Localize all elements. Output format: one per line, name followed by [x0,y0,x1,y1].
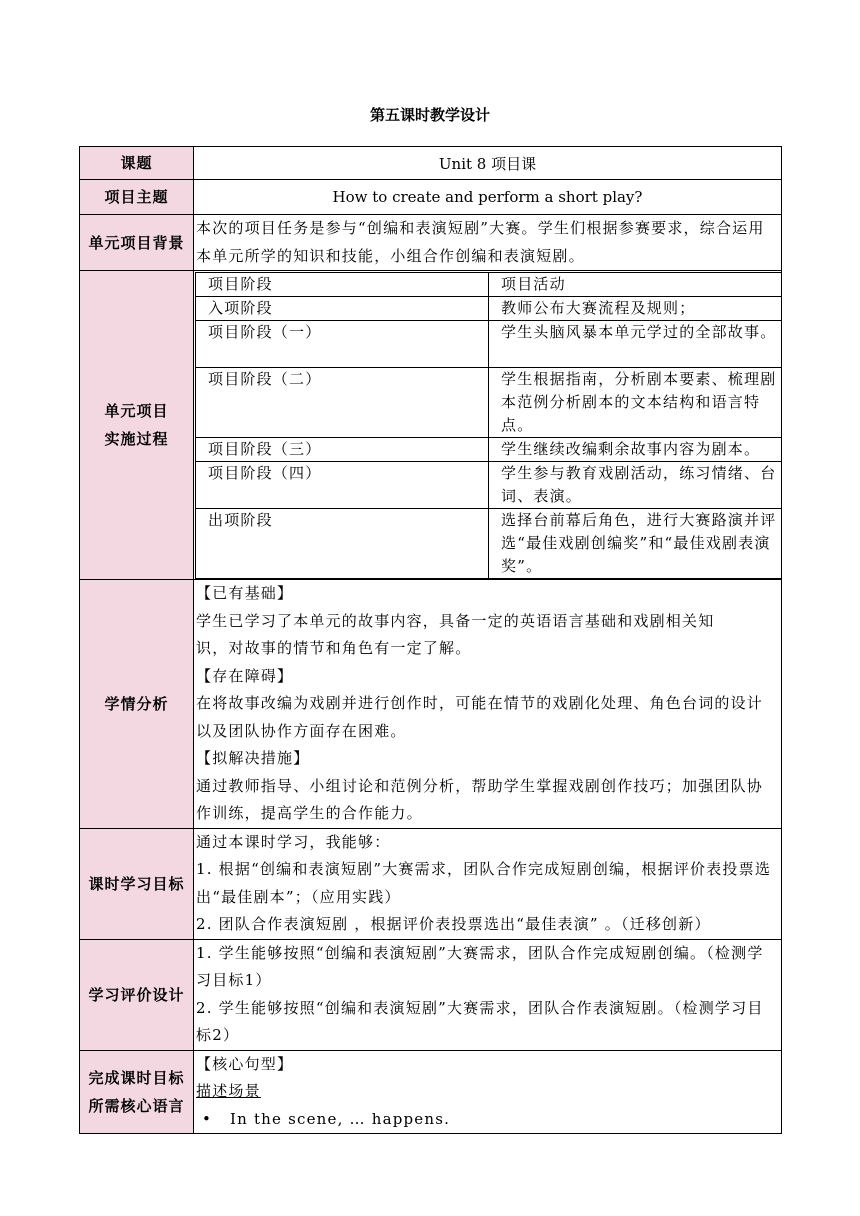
assessment-text [194,940,781,1050]
activity-header: 项目活动 [489,273,782,297]
row-process [80,271,782,580]
stage-name: 项目阶段（四） [196,462,489,509]
process-label-line2: 实施过程 [104,430,169,448]
stage-activity: 学生根据指南，分析剧本要素、梳理剧本范例分析剧本的文本结构和语言特点。 [489,368,782,438]
row-topic [80,147,782,180]
stage-activity: 教师公布大赛流程及规则； [489,297,782,321]
core-language-label-line2: 所需核心语言 [88,1096,185,1115]
stages-header-row [196,273,782,297]
document-title: 第五课时教学设计 [369,106,490,124]
stage-row [196,509,782,579]
obstacles-text: 在将故事改编为戏剧并进行创作时，可能在情节的戏剧化处理、角色台词的设计以及团队协作方面存在困难。 [196,694,764,740]
scene-description-subheading: 描述场景 [196,1082,261,1100]
stage-name: 项目阶段（三） [196,438,489,462]
stage-activity: 学生继续改编剩余故事内容为剧本。 [489,438,782,462]
process-label [80,271,194,580]
stage-header: 项目阶段 [196,273,489,297]
background-label: 单元项目背景 [80,215,194,271]
objective-item: 2. 团队合作表演短剧 ，根据评价表投票选出“最佳表演” 。（迁移创新） [196,915,711,933]
stage-row [196,297,782,321]
lesson-plan-table [79,146,782,1134]
objectives-text [194,829,781,939]
core-language-label [80,1050,194,1134]
background-text: 本次的项目任务是参与“创编和表演短剧”大赛。学生们根据参赛要求，综合运用本单元所学的知识和技能，小组合作创编和表演短剧。 [196,219,765,265]
core-sentence-text: In the scene, … happens. [230,1109,451,1128]
stage-name: 项目阶段（二） [196,368,489,438]
measures-heading: 【拟解决措施】 [196,749,310,767]
stage-activity: 学生头脑风暴本单元学过的全部故事。 [489,321,782,368]
stage-row [196,438,782,462]
row-assessment [80,939,782,1050]
stage-name: 出项阶段 [196,509,489,579]
row-analysis [80,580,782,829]
stage-name: 入项阶段 [196,297,489,321]
stage-activity: 选择台前幕后角色，进行大赛路演并评选“最佳戏剧创编奖”和“最佳戏剧表演奖”。 [489,509,782,579]
analysis-label: 学情分析 [80,580,194,829]
existing-basis-line1: 学生已学习了本单元的故事内容，具备一定的英语语言基础和戏剧相关知 [196,611,715,630]
process-stages-table [195,272,782,579]
stage-row [196,368,782,438]
row-theme [80,180,782,215]
stage-row [196,321,782,368]
assessment-item: 1. 学生能够按照“创编和表演短剧”大赛需求，团队合作完成短剧创编。（检测学习目标1） [196,943,764,989]
core-language-label-line1: 完成课时目标 [88,1068,185,1087]
measures-text: 通过教师指导、小组讨论和范例分析，帮助学生掌握戏剧创作技巧；加强团队协作训练，提高学生的合作能力。 [196,776,764,822]
theme-value: How to create and perform a short play? [194,180,782,215]
core-sentence-heading: 【核心句型】 [196,1054,294,1073]
core-sentence-item [196,1106,779,1134]
objective-item: 1. 根据“创编和表演短剧”大赛需求，团队合作完成短剧创编，根据评价表投票选出“最佳剧本”；（应用实践） [196,860,772,906]
existing-basis-heading: 【已有基础】 [196,584,294,602]
core-language-text [194,1051,781,1134]
process-label-line1: 单元项目 [104,402,169,420]
stage-row [196,462,782,509]
row-objectives [80,828,782,939]
objectives-label: 课时学习目标 [80,828,194,939]
topic-value: Unit 8 项目课 [194,147,782,180]
assessment-label: 学习评价设计 [80,939,194,1050]
bullet-icon: • [202,1109,213,1128]
stage-activity: 学生参与教育戏剧活动，练习情绪、台词、表演。 [489,462,782,509]
topic-label: 课题 [80,147,194,180]
existing-basis-line2: 识，对故事的情节和角色有一定了解。 [196,639,472,657]
stage-name: 项目阶段（一） [196,321,489,368]
assessment-item: 2. 学生能够按照“创编和表演短剧”大赛需求，团队合作表演短剧。（检测学习目标2） [196,998,764,1044]
objectives-intro: 通过本课时学习，我能够： [196,832,391,851]
row-background [80,215,782,271]
row-core-language [80,1050,782,1134]
analysis-text [194,580,781,828]
obstacles-heading: 【存在障碍】 [196,666,294,685]
theme-label: 项目主题 [80,180,194,215]
